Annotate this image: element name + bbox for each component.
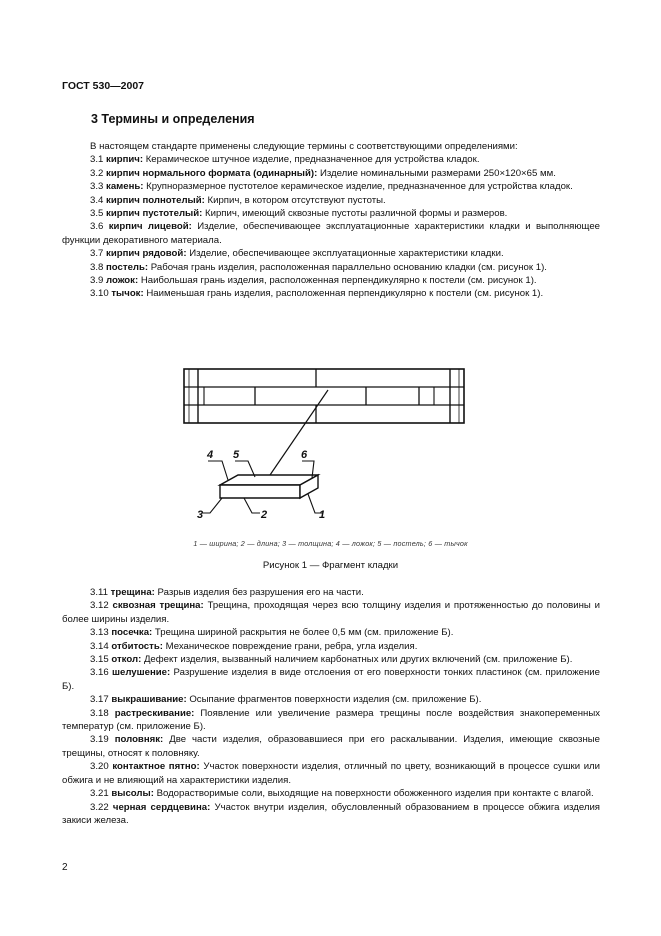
- term-paragraph: [62, 207, 600, 220]
- term-name: черная сердцевина:: [112, 801, 211, 813]
- term-definition: Рабочая грань изделия, расположенная параллельно основанию кладки (см. рисунок 1).: [150, 261, 547, 273]
- term-paragraph: [62, 640, 600, 653]
- term-definition: Наименьшая грань изделия, расположенная перпендикулярно к постели (см. рисунок 1).: [146, 288, 544, 300]
- leader-line: [270, 390, 328, 475]
- term-number: 3.8: [90, 261, 104, 273]
- term-paragraph: [62, 801, 600, 828]
- term-paragraph: [62, 261, 600, 274]
- term-number: 3.5: [90, 208, 104, 220]
- term-name: отбитость:: [111, 640, 163, 652]
- term-paragraph: [62, 666, 600, 693]
- term-paragraph: [62, 760, 600, 787]
- term-definition: Наибольшая грань изделия, расположенная перпендикулярно к постели (см. рисунок 1).: [140, 275, 537, 287]
- term-definition: Трещина, проходящая через всю толщину изделия и протяженностью до половины и более ширины изделия.: [62, 600, 601, 625]
- term-number: 3.11: [90, 587, 108, 598]
- figure-label-6: 6: [301, 449, 308, 461]
- term-definition: Осыпание фрагментов поверхности изделия (см. приложение Б).: [189, 694, 482, 706]
- terms-list-a: [62, 153, 600, 300]
- term-number: 3.22: [90, 801, 109, 813]
- term-name: контактное пятно:: [112, 761, 200, 773]
- term-paragraph: [62, 167, 600, 180]
- term-definition: Керамическое штучное изделие, предназначенное для устройства кладок.: [145, 154, 480, 166]
- term-paragraph: [62, 586, 600, 599]
- standard-header: ГОСТ 530—2007: [62, 80, 145, 92]
- term-name: камень:: [106, 181, 144, 193]
- term-name: шелушение:: [112, 667, 171, 679]
- term-paragraph: [62, 599, 600, 626]
- term-definition: Дефект изделия, вызванный наличием карбонатных или других включений (см. приложение Б).: [143, 654, 573, 666]
- term-definition: Участок внутри изделия, обусловленный образованием в процессе обжига изделия закиси железа.: [62, 801, 601, 826]
- term-number: 3.1: [90, 154, 104, 166]
- term-number: 3.17: [90, 694, 109, 706]
- term-paragraph: [62, 287, 600, 300]
- term-number: 3.20: [90, 761, 109, 773]
- term-name: посечка:: [111, 627, 153, 639]
- term-definition: Кирпич, имеющий сквозные пустоты различной формы и размеров.: [205, 208, 508, 220]
- term-number: 3.10: [90, 288, 109, 300]
- term-number: 3.18: [90, 707, 109, 719]
- term-number: 3.4: [90, 194, 104, 206]
- term-definition: Изделие, обеспечивающее эксплуатационные характеристики кладки и выполняющее функции декоративного материала.: [62, 221, 601, 246]
- term-number: 3.15: [90, 654, 109, 666]
- term-name: растрескивание:: [114, 707, 195, 719]
- term-number: 3.21: [90, 788, 109, 800]
- term-name: ложок:: [106, 275, 139, 287]
- term-paragraph: [62, 693, 600, 706]
- brick-drawing: [220, 475, 318, 498]
- term-name: кирпич нормального формата (одинарный):: [106, 167, 318, 179]
- term-definition: Две части изделия, образовавшиеся при его раскалывании. Изделия, имеющие сквозные трещины, относят к половняку.: [62, 734, 600, 759]
- term-name: кирпич рядовой:: [106, 248, 187, 260]
- term-number: 3.19: [90, 734, 109, 746]
- term-paragraph: [62, 194, 600, 207]
- figure-caption: Рисунок 1 — Фрагмент кладки: [262, 560, 399, 571]
- term-number: 3.2: [90, 167, 104, 179]
- term-definition: Кирпич, в котором отсутствуют пустоты.: [207, 194, 386, 206]
- term-definition: Разрушение изделия в виде отслоения от его поверхности тонких пластинок (см. приложение Б).: [62, 667, 600, 692]
- term-definition: Появление или увеличение размера трещины после воздействия знакопеременных температур (см. приложение Б).: [62, 707, 601, 733]
- term-paragraph: [62, 707, 600, 734]
- term-name: кирпич полнотелый:: [106, 194, 205, 206]
- page-number: 2: [62, 862, 68, 873]
- term-number: 3.7: [90, 248, 104, 260]
- term-paragraph: [62, 733, 600, 760]
- term-definition: Изделие номинальными размерами 250×120×65 мм.: [319, 167, 556, 179]
- term-name: кирпич:: [106, 154, 144, 166]
- figure-legend: 1 — ширина; 2 — длина; 3 — толщина; 4 — ложок; 5 — постель; 6 — тычок: [193, 539, 468, 548]
- term-definition: Механическое повреждение грани, ребра, угла изделия.: [165, 640, 418, 652]
- term-paragraph: [62, 653, 600, 666]
- figure-label-2: 2: [261, 509, 268, 521]
- masonry-figure: [180, 360, 470, 530]
- term-paragraph: [62, 626, 600, 639]
- term-number: 3.6: [90, 221, 104, 233]
- term-paragraph: [62, 274, 600, 287]
- term-name: высолы:: [111, 788, 154, 800]
- term-definition: Разрыв изделия без разрушения его на части.: [157, 587, 364, 598]
- terms-block-b: [62, 586, 600, 827]
- term-definition: Изделие, обеспечивающее эксплуатационные характеристики кладки.: [189, 248, 504, 260]
- term-name: половняк:: [114, 734, 164, 746]
- term-paragraph: [62, 247, 600, 260]
- term-number: 3.16: [90, 667, 109, 679]
- term-paragraph: [62, 220, 600, 247]
- term-number: 3.13: [90, 627, 109, 639]
- term-paragraph: [62, 787, 600, 800]
- term-number: 3.14: [90, 640, 109, 652]
- term-definition: Участок поверхности изделия, отличный по цвету, возникающий в процессе сушки или обжига и не влияющий на характеристики изделия.: [62, 761, 601, 786]
- term-number: 3.12: [90, 600, 109, 612]
- term-name: выкрашивание:: [111, 694, 187, 706]
- term-paragraph: [62, 153, 600, 166]
- terms-list-b: [62, 586, 600, 827]
- figure-label-1: 1: [319, 509, 326, 521]
- figure-label-3: 3: [197, 509, 204, 521]
- term-name: тычок:: [111, 288, 144, 300]
- term-name: сквозная трещина:: [112, 600, 204, 612]
- term-name: трещина:: [110, 587, 155, 598]
- term-number: 3.3: [90, 181, 104, 193]
- term-name: откол:: [111, 654, 142, 666]
- section-title: 3 Термины и определения: [91, 112, 255, 126]
- term-definition: Крупноразмерное пустотелое керамическое изделие, предназначенное для устройства кладок.: [146, 181, 573, 193]
- term-name: постель:: [106, 261, 149, 273]
- term-name: кирпич лицевой:: [108, 221, 192, 233]
- figure-label-4: 4: [207, 449, 214, 461]
- terms-block-a: [62, 140, 600, 301]
- term-name: кирпич пустотелый:: [106, 208, 203, 220]
- term-paragraph: [62, 180, 600, 193]
- term-definition: Водорастворимые соли, выходящие на поверхности обожженного изделия при контакте с влагой.: [156, 788, 594, 800]
- term-number: 3.9: [90, 275, 104, 287]
- term-definition: Трещина шириной раскрытия не более 0,5 мм (см. приложение Б).: [154, 627, 454, 639]
- figure-label-5: 5: [233, 449, 240, 461]
- intro-paragraph: В настоящем стандарте применены следующие термины с соответствующими определениями:: [90, 141, 518, 152]
